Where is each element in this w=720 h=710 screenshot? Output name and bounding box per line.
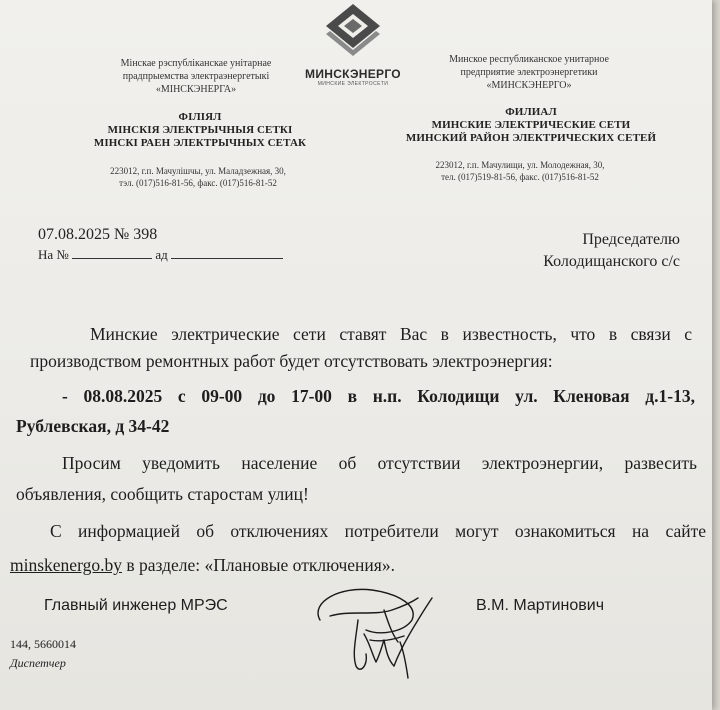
right-address-line: 223012, г.п. Мачулищи, ул. Молодежная, 30,	[435, 160, 605, 170]
dispatcher-phone: 144, 5660014	[10, 637, 76, 651]
signatory-position: Главный инженер МРЭС	[44, 597, 228, 614]
logo-subtitle: МИНСКИЕ ЭЛЕКТРОСЕТИ	[317, 81, 389, 87]
paragraph-3-line-2	[10, 553, 395, 577]
logo-emblem-icon	[298, 2, 408, 60]
left-org-line: прадпрыемства электраэнергетыкі	[122, 71, 270, 82]
dispatcher-role: Диспетчер	[10, 656, 66, 670]
right-org-line: предприятие электроэнергетики	[460, 67, 598, 78]
left-branch-line: МІНСКІ РАЕН ЭЛЕКТРЫЧНЫХ СЕТАК	[93, 137, 307, 149]
logo-name: МИНСКЭНЕРГО	[305, 67, 401, 81]
from-date-blank	[171, 246, 283, 259]
left-org-line: Мінскае рэспубліканскае унітарнае	[120, 58, 272, 69]
right-branch-line: МИНСКИЙ РАЙОН ЭЛЕКТРИЧЕСКИХ СЕТЕЙ	[405, 132, 657, 144]
right-org-line: Минское республиканское унитарное	[449, 54, 609, 65]
on-number-label: На №	[38, 247, 69, 262]
reference-line	[38, 246, 283, 263]
outage-line-2: Рублевская, д 34-42	[16, 416, 170, 436]
left-branch-block	[70, 111, 330, 150]
right-branch-line: МИНСКИЕ ЭЛЕКТРИЧЕСКИЕ СЕТИ	[431, 119, 631, 131]
left-org-block	[78, 57, 314, 96]
paragraph-1-line-2: производством ремонтных работ будет отсутствовать электроэнергия:	[30, 351, 553, 371]
left-address-line: 223012, г.п. Мачулішчы, ул. Маладзежная, 30,	[110, 166, 286, 176]
left-branch-line: ФІЛІЯЛ	[178, 111, 222, 123]
right-branch-line: ФИЛИАЛ	[505, 106, 557, 118]
from-label: ад	[155, 247, 168, 262]
website-section-text: в разделе: «Плановые отключения».	[121, 555, 395, 575]
signatory-name: В.М. Мартинович	[476, 597, 605, 614]
addressee-line: Колодищанского с/с	[543, 253, 680, 270]
website-link[interactable]: minskenergo.by	[10, 555, 122, 575]
company-logo	[298, 2, 408, 86]
outage-line-1: - 08.08.2025 с 09-00 до 17-00 в н.п. Колодищи ул. Кленовая д.1-13,	[62, 386, 695, 406]
paragraph-1-line-1: Минские электрические сети ставят Вас в известность, что в связи с	[90, 324, 692, 344]
on-number-blank	[72, 246, 152, 259]
addressee-line: Председателю	[582, 231, 680, 248]
addressee-block	[480, 229, 680, 273]
left-branch-line: МІНСКІЯ ЭЛЕКТРЫЧНЫЯ СЕТКІ	[107, 124, 293, 136]
paragraph-3-line-1: С информацией об отключениях потребители могут ознакомиться на сайте	[50, 521, 706, 541]
left-address-line: тэл. (017)516-81-56, факс. (017)516-81-52	[119, 178, 277, 188]
right-org-line: «МИНСКЭНЕРГО»	[486, 80, 572, 91]
right-org-block	[414, 53, 644, 92]
left-address-block	[78, 165, 318, 189]
left-org-line: «МІНСКЭНЕРГА»	[155, 84, 237, 95]
right-address-block	[400, 159, 640, 183]
paragraph-2-line-1: Просим уведомить население об отсутствии электроэнергии, развесить	[62, 453, 697, 473]
right-address-line: тел. (017)519-81-56, факс. (017)516-81-52	[441, 172, 599, 182]
handwritten-signature	[300, 580, 450, 688]
paragraph-2-line-2: объявления, сообщить старостам улиц!	[16, 484, 309, 504]
date-number: 07.08.2025 № 398	[38, 226, 158, 243]
right-branch-block	[386, 106, 676, 145]
